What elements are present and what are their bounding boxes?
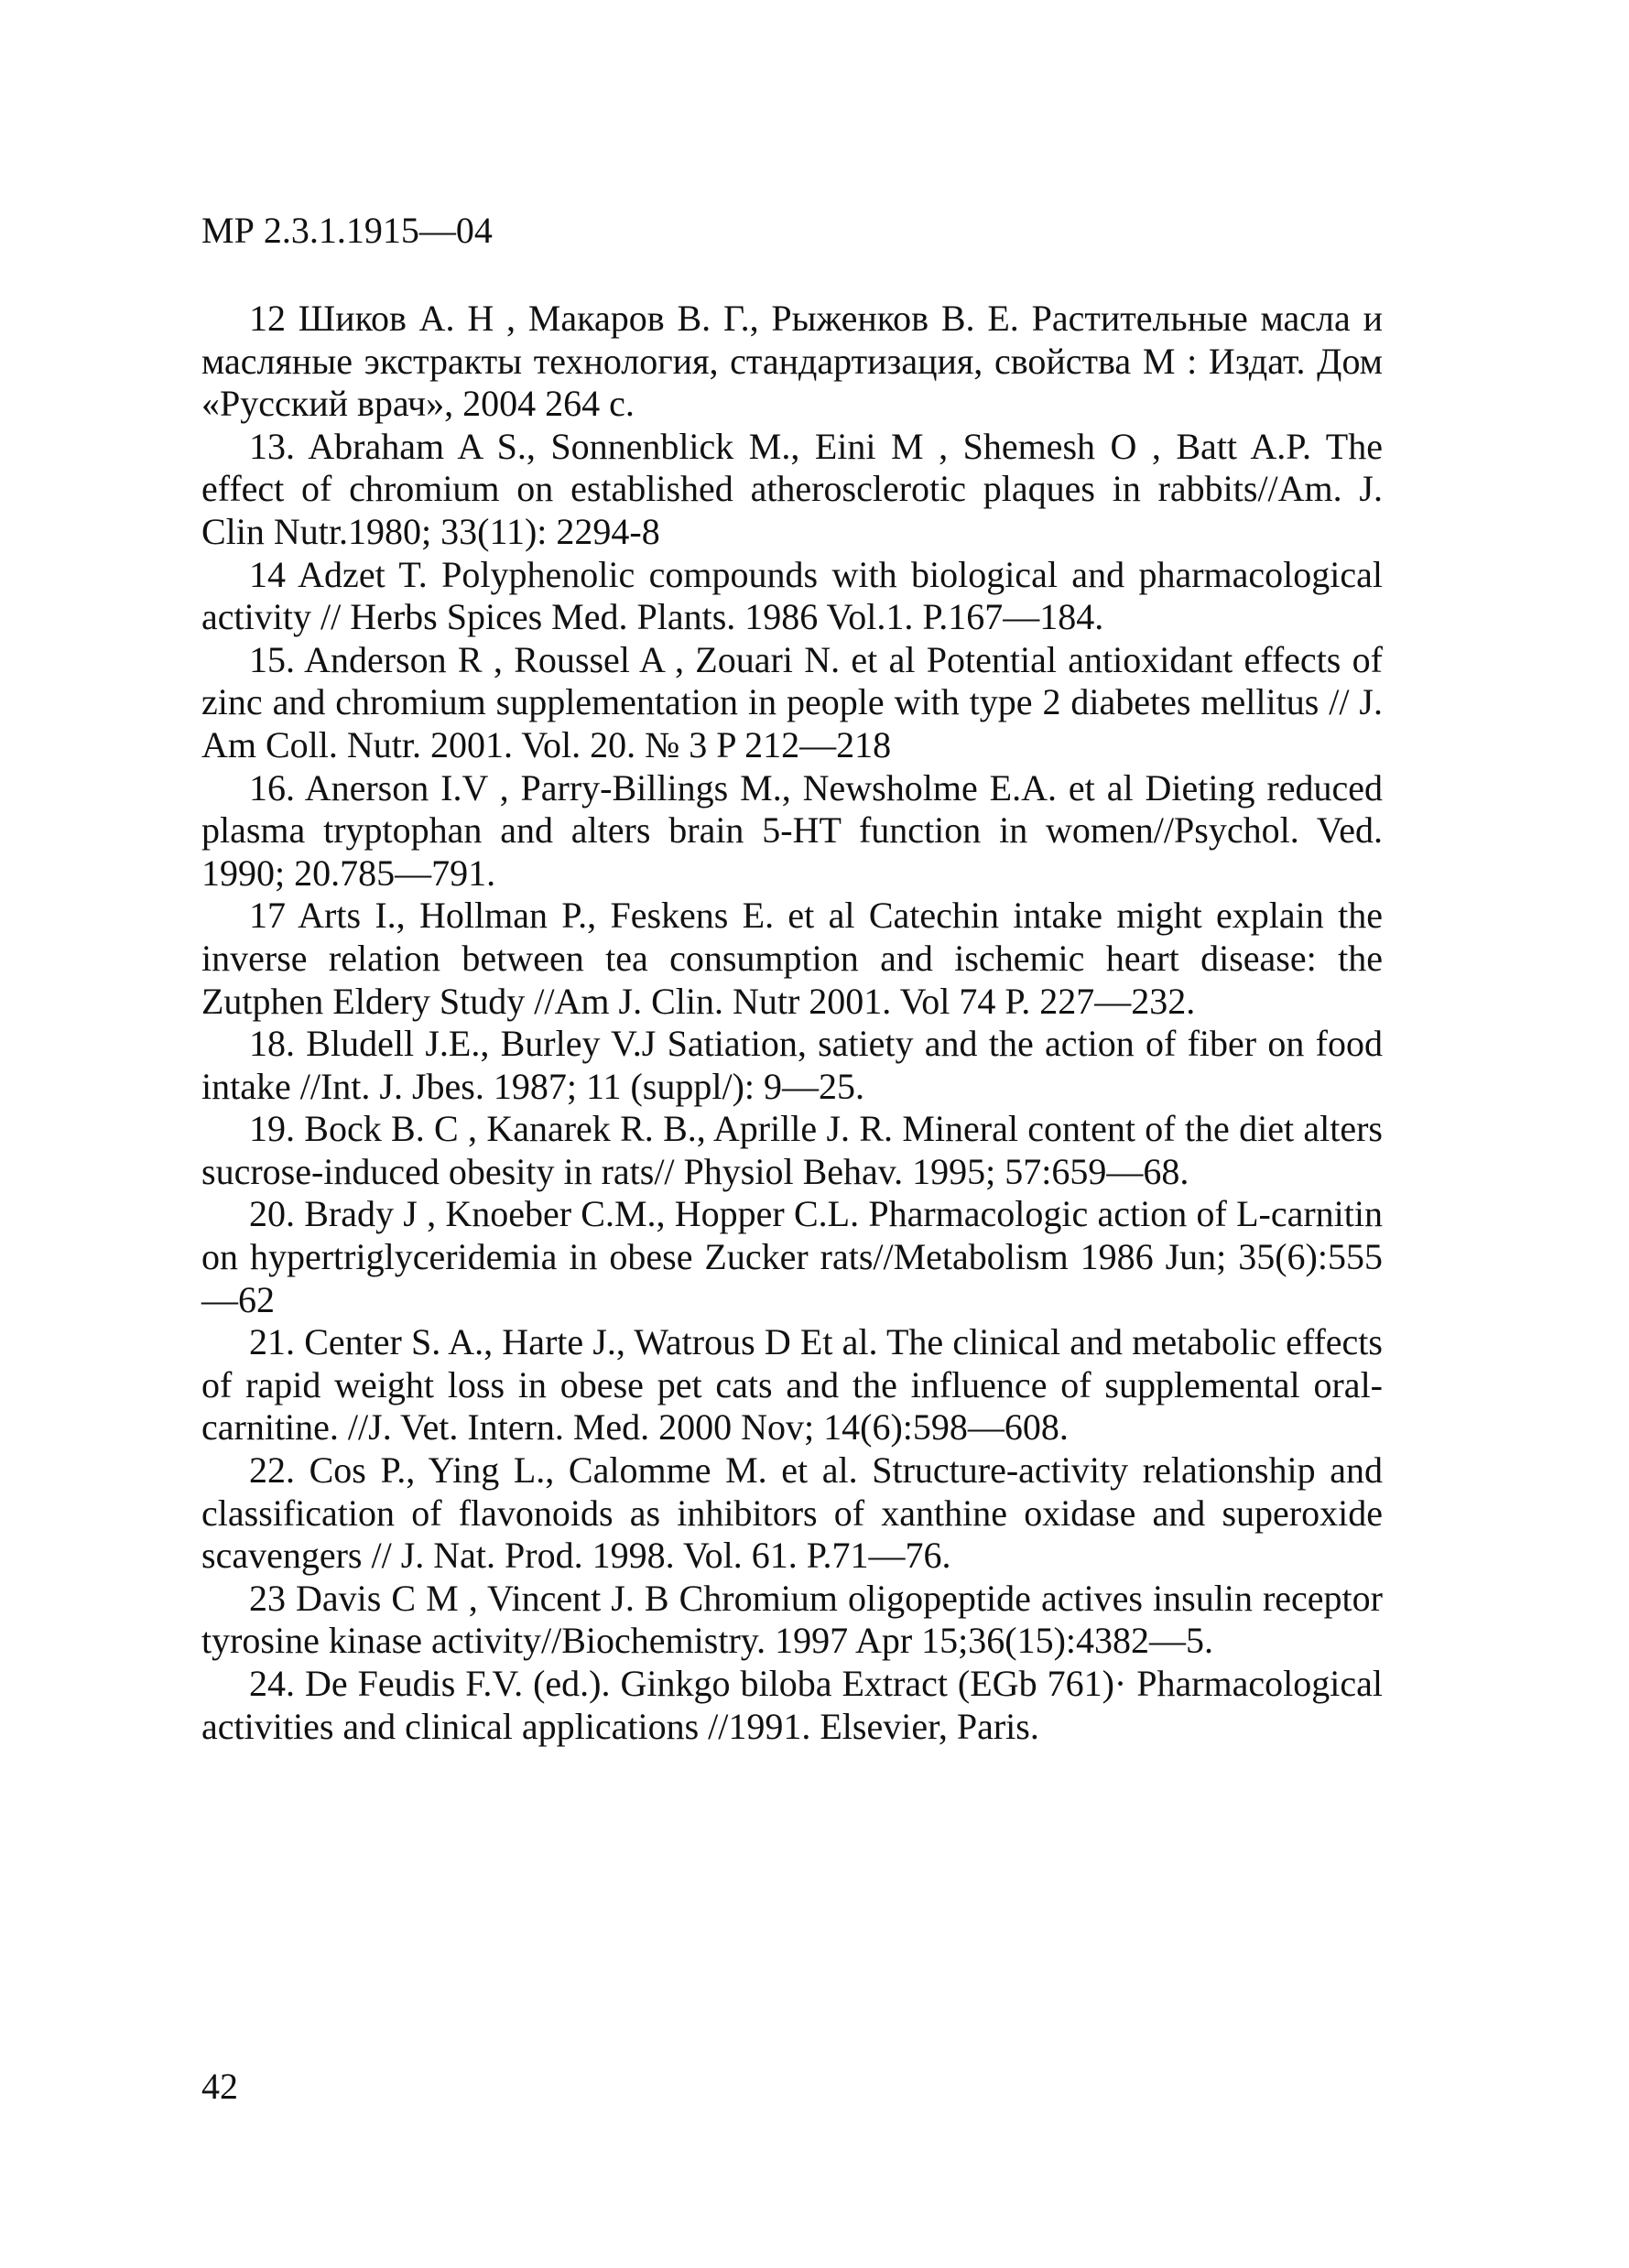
reference-entry-21: 21. Center S. A., Harte J., Watrous D Et al. The clinical and metabolic effects of rapid weight loss in obese pet cats and the influence of supplemental oral-carnitine. //J. Vet. Intern. Med. 2000 Nov; 14(6):598—608. — [201, 1321, 1383, 1449]
reference-entry-23: 23 Davis C M , Vincent J. B Chromium oligopeptide actives insulin receptor tyrosine kinase activity//Biochemistry. 1997 Apr 15;36(15):4382—5. — [201, 1577, 1383, 1662]
reference-entry-13: 13. Abraham A S., Sonnenblick M., Eini M , Shemesh O , Batt A.P. The effect of chromium on established atherosclerotic plaques in rabbits//Am. J. Clin Nutr.1980; 33(11): 2294-8 — [201, 425, 1383, 552]
reference-entry-22: 22. Cos P., Ying L., Calomme M. et al. Structure-activity relationship and classification of flavonoids as inhibitors of xanthine oxidase and superoxide scavengers // J. Nat. Prod. 1998. Vol. 61. P.71—76. — [201, 1449, 1383, 1577]
reference-entry-24: 24. De Feudis F.V. (ed.). Ginkgo biloba Extract (EGb 761)· Pharmacological activities and clinical applications //1991. Elsevier, Paris. — [201, 1663, 1383, 1747]
reference-entry-12: 12 Шиков А. Н , Макаров В. Г., Рыженков В. Е. Растительные масла и масляные экстракты технология, стандартизация, свойства М : Издат. Дом «Русский врач», 2004 264 с. — [201, 298, 1383, 425]
reference-entry-16: 16. Anerson I.V , Parry-Billings M., Newsholme E.A. et al Dieting reduced plasma tryptophan and alters brain 5-HT function in women//Psychol. Ved. 1990; 20.785—791. — [201, 766, 1383, 894]
document-code-header: МР 2.3.1.1915—04 — [201, 210, 493, 251]
reference-list — [201, 298, 1383, 1748]
reference-entry-20: 20. Brady J , Knoeber C.M., Hopper C.L. Pharmacologic action of L-carnitin on hypertriglyceridemia in obese Zucker rats//Metabolism 1986 Jun; 35(6):555—62 — [201, 1193, 1383, 1320]
page-number: 42 — [201, 2066, 238, 2107]
reference-entry-15: 15. Anderson R , Roussel A , Zouari N. et al Potential antioxidant effects of zinc and chromium supplementation in people with type 2 diabetes mellitus // J. Am Coll. Nutr. 2001. Vol. 20. № 3 P 212—218 — [201, 638, 1383, 765]
reference-entry-18: 18. Bludell J.E., Burley V.J Satiation, satiety and the action of fiber on food intake //Int. J. Jbes. 1987; 11 (suppl/): 9—25. — [201, 1023, 1383, 1107]
reference-entry-14: 14 Adzet T. Polyphenolic compounds with biological and pharmacological activity // Herbs Spices Med. Plants. 1986 Vol.1. P.167—184. — [201, 553, 1383, 638]
reference-entry-19: 19. Bock B. C , Kanarek R. B., Aprille J. R. Mineral content of the diet alters sucrose-induced obesity in rats// Physiol Behav. 1995; 57:659—68. — [201, 1108, 1383, 1192]
reference-entry-17: 17 Arts I., Hollman P., Feskens E. et al Catechin intake might explain the inverse relation between tea consumption and ischemic heart disease: the Zutphen Eldery Study //Am J. Clin. Nutr 2001. Vol 74 P. 227—232. — [201, 895, 1383, 1022]
